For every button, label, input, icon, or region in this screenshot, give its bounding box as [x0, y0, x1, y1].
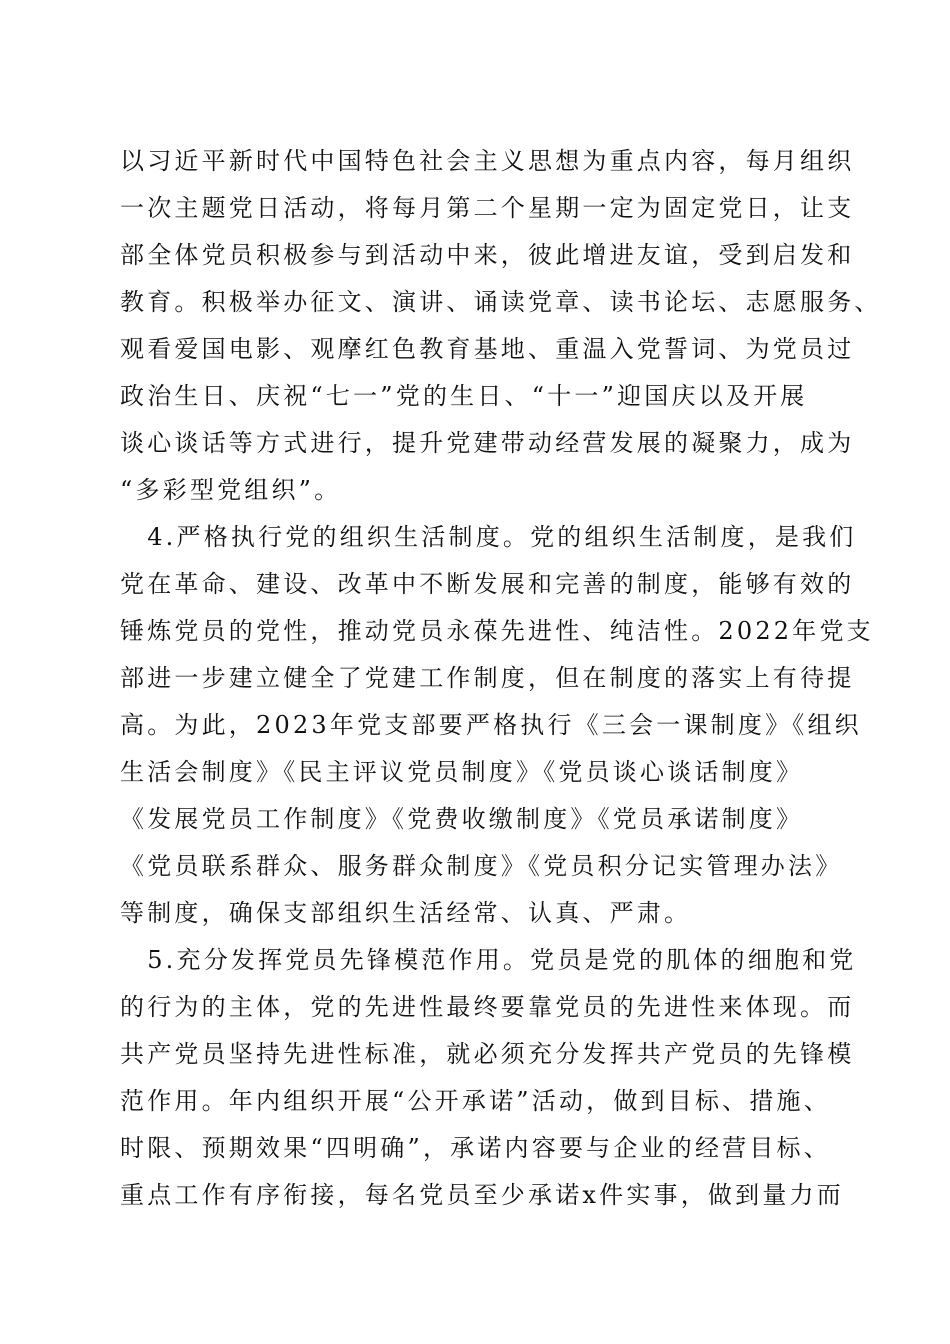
- text-line: 政治生日、庆祝“七一”党的生日、“十一”迎国庆以及开展: [120, 382, 808, 410]
- text-line: 一次主题党日活动，将每月第二个星期一定为固定党日，让支: [120, 194, 855, 222]
- text-line: “多彩型党组织”。: [120, 476, 342, 504]
- text-line: 部全体党员积极参与到活动中来，彼此增进友谊，受到启发和: [120, 241, 855, 269]
- text-line: 时限、预期效果“四明确”，承诺内容要与企业的经营目标、: [120, 1134, 831, 1162]
- text-line: 观看爱国电影、观摩红色教育基地、重温入党誓词、为党员过: [120, 335, 855, 363]
- text-line: 以习近平新时代中国特色社会主义思想为重点内容，每月组织: [120, 147, 855, 175]
- text-line: 高。为此，2023年党支部要严格执行《三会一课制度》《组织: [120, 711, 862, 739]
- text-line: 党在革命、建设、改革中不断发展和完善的制度，能够有效的: [120, 570, 855, 598]
- text-line: 等制度，确保支部组织生活经常、认真、严肃。: [120, 899, 692, 927]
- text-line: 《发展党员工作制度》《党费收缴制度》《党员承诺制度》: [120, 805, 804, 833]
- text-line: 部进一步建立健全了党建工作制度，但在制度的落实上有待提: [120, 664, 855, 692]
- paragraph-5-heading-line: 5.充分发挥党员先锋模范作用。党员是党的肌体的细胞和党: [120, 946, 857, 974]
- text-line: 教育。积极举办征文、演讲、诵读党章、读书论坛、志愿服务、: [120, 288, 882, 316]
- text-line: 的行为的主体，党的先进性最终要靠党员的先进性来体现。而: [120, 993, 855, 1021]
- text-line: 锤炼党员的党性，推动党员永葆先进性、纯洁性。2022年党支: [120, 617, 874, 645]
- text-line: 重点工作有序衔接，每名党员至少承诺x件实事，做到量力而: [120, 1181, 844, 1209]
- paragraph-4-heading-line: 4.严格执行党的组织生活制度。党的组织生活制度，是我们: [120, 523, 857, 551]
- document-body: [120, 138, 882, 1219]
- text-line: 谈心谈话等方式进行，提升党建带动经营发展的凝聚力，成为: [120, 429, 855, 457]
- text-line: 范作用。年内组织开展“公开承诺”活动，做到目标、措施、: [120, 1087, 831, 1115]
- text-line: 共产党员坚持先进性标准，就必须充分发挥共产党员的先锋模: [120, 1040, 855, 1068]
- text-line: 生活会制度》《民主评议党员制度》《党员谈心谈话制度》: [120, 758, 804, 786]
- text-line: 《党员联系群众、服务群众制度》《党员积分记实管理办法》: [120, 852, 843, 880]
